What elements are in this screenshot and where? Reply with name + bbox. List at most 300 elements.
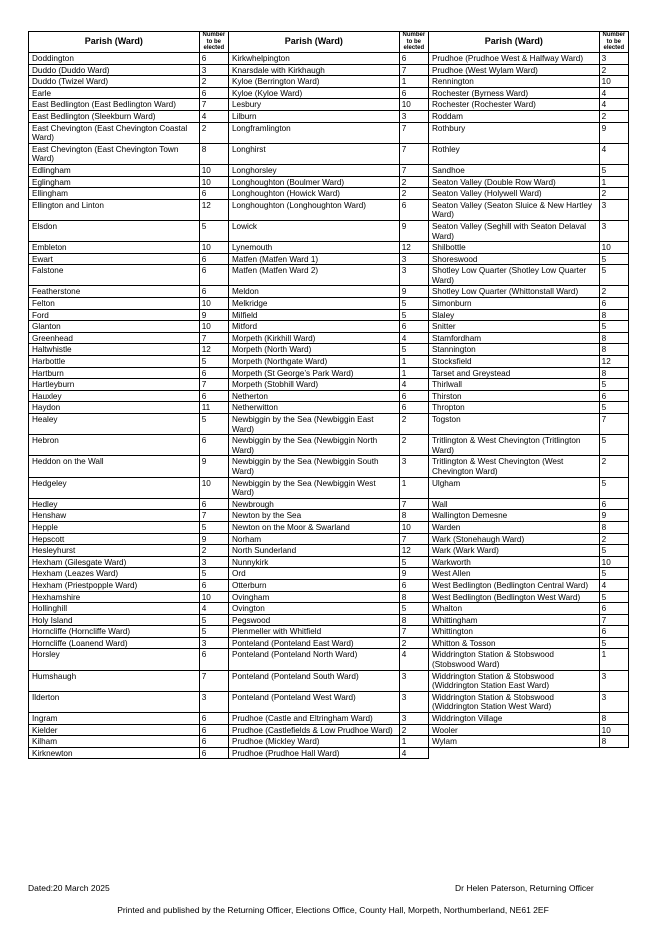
number-cell: 12 [399, 545, 428, 557]
number-cell: 2 [399, 724, 428, 736]
parish-cell: Warkworth [428, 556, 599, 568]
number-cell: 10 [199, 298, 228, 310]
parish-cell: Kirknewton [29, 747, 200, 759]
parish-cell: Whalton [428, 603, 599, 615]
parish-cell: Morpeth (North Ward) [228, 344, 399, 356]
parish-cell: Haltwhistle [29, 344, 200, 356]
number-cell: 3 [599, 691, 628, 712]
number-cell: 5 [399, 556, 428, 568]
number-cell: 8 [199, 143, 228, 164]
number-cell: 2 [599, 110, 628, 122]
number-cell: 3 [399, 265, 428, 286]
table-row [29, 321, 629, 333]
parish-cell: Lilburn [228, 110, 399, 122]
table-row [29, 390, 629, 402]
number-cell: 2 [399, 176, 428, 188]
number-cell: 6 [199, 367, 228, 379]
parish-cell: Longhoughton (Longhoughton Ward) [228, 199, 399, 220]
parish-cell: Ponteland (Ponteland East Ward) [228, 637, 399, 649]
number-cell: 9 [599, 122, 628, 143]
table-header-row [29, 32, 629, 53]
parish-cell: Hartburn [29, 367, 200, 379]
parish-cell: Tritlington & West Chevington (Tritlington Ward) [428, 435, 599, 456]
parish-cell: Lesbury [228, 99, 399, 111]
table-row [29, 64, 629, 76]
number-cell: 7 [399, 164, 428, 176]
number-cell: 2 [199, 122, 228, 143]
number-cell: 6 [199, 736, 228, 748]
parish-cell: Hollinghill [29, 603, 200, 615]
number-cell: 2 [399, 414, 428, 435]
number-cell: 4 [399, 332, 428, 344]
parish-cell: Netherwitton [228, 402, 399, 414]
parish-cell: Kyloe (Berrington Ward) [228, 76, 399, 88]
parish-cell: Shotley Low Quarter (Shotley Low Quarter Ward) [428, 265, 599, 286]
number-header: Number to be elected [599, 32, 628, 53]
parish-cell: Widdrington Station & Stobswood (Widdrington Station East Ward) [428, 670, 599, 691]
number-cell: 6 [399, 87, 428, 99]
table-row [29, 477, 629, 498]
number-cell: 6 [599, 390, 628, 402]
table-row [29, 253, 629, 265]
number-cell: 6 [599, 603, 628, 615]
parish-cell: Slaley [428, 309, 599, 321]
parish-cell: Heddon on the Wall [29, 456, 200, 477]
number-cell: 10 [199, 176, 228, 188]
number-cell: 5 [199, 614, 228, 626]
parish-cell: Wylam [428, 736, 599, 748]
number-cell: 12 [199, 199, 228, 220]
number-cell: 7 [599, 614, 628, 626]
parish-cell: East Bedlington (East Bedlington Ward) [29, 99, 200, 111]
number-cell: 5 [599, 402, 628, 414]
number-cell: 5 [599, 265, 628, 286]
number-cell: 5 [199, 220, 228, 241]
table-row [29, 286, 629, 298]
number-cell: 3 [599, 670, 628, 691]
number-cell: 6 [199, 265, 228, 286]
number-cell: 10 [599, 556, 628, 568]
parish-cell: Pegswood [228, 614, 399, 626]
number-header: Number to be elected [399, 32, 428, 53]
number-cell: 12 [599, 356, 628, 368]
number-cell: 5 [199, 568, 228, 580]
parish-cell: Longhorsley [228, 164, 399, 176]
parish-cell: Morpeth (Kirkhill Ward) [228, 332, 399, 344]
parish-cell: Haydon [29, 402, 200, 414]
number-cell: 5 [399, 309, 428, 321]
parish-cell: Newton by the Sea [228, 510, 399, 522]
parish-cell: Matfen (Matfen Ward 1) [228, 253, 399, 265]
parish-cell: Humshaugh [29, 670, 200, 691]
parish-cell: Earle [29, 87, 200, 99]
parish-cell: Morpeth (Northgate Ward) [228, 356, 399, 368]
table-row [29, 736, 629, 748]
table-row [29, 556, 629, 568]
parish-cell: Knarsdale with Kirkhaugh [228, 64, 399, 76]
number-cell: 8 [399, 614, 428, 626]
parish-cell: Tarset and Greystead [428, 367, 599, 379]
number-cell: 11 [199, 402, 228, 414]
parish-cell: Henshaw [29, 510, 200, 522]
number-cell: 4 [399, 649, 428, 670]
parish-cell: Ovington [228, 603, 399, 615]
number-cell: 6 [199, 53, 228, 65]
parish-cell: Falstone [29, 265, 200, 286]
number-cell: 6 [199, 390, 228, 402]
parish-cell: Morpeth (Stobhill Ward) [228, 379, 399, 391]
parish-cell: Seaton Valley (Double Row Ward) [428, 176, 599, 188]
parish-cell: Ewart [29, 253, 200, 265]
parish-cell: Hepple [29, 521, 200, 533]
parish-cell [428, 747, 599, 759]
number-cell: 5 [599, 591, 628, 603]
table-row [29, 510, 629, 522]
number-cell: 10 [199, 321, 228, 333]
number-cell: 6 [199, 253, 228, 265]
parish-cell: Rennington [428, 76, 599, 88]
returning-officer: Dr Helen Paterson, Returning Officer [455, 883, 594, 893]
number-cell: 6 [199, 87, 228, 99]
table-row [29, 568, 629, 580]
number-cell: 6 [599, 298, 628, 310]
number-cell: 3 [399, 456, 428, 477]
table-row [29, 545, 629, 557]
parish-cell: East Chevington (East Chevington Coastal Ward) [29, 122, 200, 143]
number-cell: 7 [199, 332, 228, 344]
number-cell: 10 [199, 477, 228, 498]
parish-cell: Hedgeley [29, 477, 200, 498]
table-row [29, 414, 629, 435]
parish-cell: Ponteland (Ponteland West Ward) [228, 691, 399, 712]
number-cell: 1 [399, 356, 428, 368]
number-cell: 3 [399, 713, 428, 725]
parish-cell: Warden [428, 521, 599, 533]
table-row [29, 649, 629, 670]
table-row [29, 143, 629, 164]
number-cell: 2 [199, 545, 228, 557]
parish-cell: Newbiggin by the Sea (Newbiggin East Ward) [228, 414, 399, 435]
table-row [29, 614, 629, 626]
number-cell: 6 [599, 626, 628, 638]
number-cell: 9 [399, 568, 428, 580]
table-row [29, 199, 629, 220]
number-cell: 6 [199, 649, 228, 670]
number-cell: 9 [599, 510, 628, 522]
number-cell: 12 [399, 242, 428, 254]
parish-cell: Prudhoe (Prudhoe West & Halfway Ward) [428, 53, 599, 65]
table-row [29, 379, 629, 391]
parish-cell: Newton on the Moor & Swarland [228, 521, 399, 533]
table-row [29, 164, 629, 176]
number-cell: 2 [399, 188, 428, 200]
parish-cell: Felton [29, 298, 200, 310]
table-row [29, 579, 629, 591]
number-cell: 7 [199, 99, 228, 111]
parish-cell: Kyloe (Kyloe Ward) [228, 87, 399, 99]
parish-cell: Hartleyburn [29, 379, 200, 391]
number-cell: 3 [199, 691, 228, 712]
parish-cell: Stannington [428, 344, 599, 356]
number-cell: 8 [599, 736, 628, 748]
parish-cell: Whittingham [428, 614, 599, 626]
number-cell: 12 [199, 344, 228, 356]
number-cell: 3 [199, 556, 228, 568]
parish-cell: West Bedlington (Bedlington Central Ward) [428, 579, 599, 591]
table-row [29, 309, 629, 321]
number-cell: 10 [399, 521, 428, 533]
number-cell: 6 [399, 53, 428, 65]
table-row [29, 456, 629, 477]
parish-cell: Mitford [228, 321, 399, 333]
parish-cell: Hepscott [29, 533, 200, 545]
number-cell: 4 [199, 110, 228, 122]
number-cell: 6 [399, 321, 428, 333]
table-row [29, 176, 629, 188]
number-cell: 5 [599, 379, 628, 391]
number-cell: 2 [599, 456, 628, 477]
parish-cell: Netherton [228, 390, 399, 402]
parish-header: Parish (Ward) [228, 32, 399, 53]
parish-cell: Thropton [428, 402, 599, 414]
parish-cell: Holy Island [29, 614, 200, 626]
parish-cell: Roddam [428, 110, 599, 122]
number-cell: 8 [599, 713, 628, 725]
number-cell: 9 [199, 533, 228, 545]
number-cell: 10 [599, 76, 628, 88]
table-row [29, 367, 629, 379]
parish-cell: Edlingham [29, 164, 200, 176]
table-row [29, 402, 629, 414]
parish-cell: Hexhamshire [29, 591, 200, 603]
table-row [29, 242, 629, 254]
parish-cell: Newbiggin by the Sea (Newbiggin West Ward) [228, 477, 399, 498]
parish-cell: Sandhoe [428, 164, 599, 176]
parish-cell: Rothley [428, 143, 599, 164]
number-cell: 5 [399, 344, 428, 356]
number-cell: 5 [599, 637, 628, 649]
number-cell: 10 [599, 242, 628, 254]
parish-cell: Horsley [29, 649, 200, 670]
number-cell: 7 [399, 626, 428, 638]
number-cell: 7 [399, 122, 428, 143]
number-cell: 8 [399, 591, 428, 603]
parish-cell: Norham [228, 533, 399, 545]
parish-cell: Healey [29, 414, 200, 435]
number-cell: 3 [399, 110, 428, 122]
parish-cell: Prudhoe (Prudhoe Hall Ward) [228, 747, 399, 759]
parish-cell: Ponteland (Ponteland North Ward) [228, 649, 399, 670]
parish-cell: Tritlington & West Chevington (West Chevington Ward) [428, 456, 599, 477]
number-cell: 3 [399, 691, 428, 712]
number-cell: 5 [199, 521, 228, 533]
number-cell: 5 [399, 298, 428, 310]
number-cell: 1 [399, 76, 428, 88]
table-row [29, 110, 629, 122]
number-cell: 3 [399, 670, 428, 691]
number-cell: 8 [599, 332, 628, 344]
table-row [29, 691, 629, 712]
parish-cell: Togston [428, 414, 599, 435]
parish-cell: Elsdon [29, 220, 200, 241]
number-cell: 5 [199, 414, 228, 435]
number-cell: 2 [599, 188, 628, 200]
table-row [29, 435, 629, 456]
table-row [29, 99, 629, 111]
number-cell: 7 [599, 414, 628, 435]
parish-cell: Newbrough [228, 498, 399, 510]
number-cell: 8 [399, 510, 428, 522]
number-cell: 2 [399, 435, 428, 456]
number-cell: 8 [599, 367, 628, 379]
number-cell: 3 [599, 199, 628, 220]
number-cell: 6 [199, 724, 228, 736]
number-cell: 10 [599, 724, 628, 736]
table-row [29, 220, 629, 241]
parish-cell: Featherstone [29, 286, 200, 298]
number-cell: 1 [399, 477, 428, 498]
parish-cell: Shilbottle [428, 242, 599, 254]
parish-cell: Lynemouth [228, 242, 399, 254]
parish-cell: Hexham (Leazes Ward) [29, 568, 200, 580]
parish-cell: Hauxley [29, 390, 200, 402]
number-cell: 9 [199, 309, 228, 321]
parish-cell: Thirston [428, 390, 599, 402]
parish-cell: Ovingham [228, 591, 399, 603]
table-row [29, 188, 629, 200]
number-cell: 4 [599, 579, 628, 591]
number-cell: 5 [399, 603, 428, 615]
number-cell: 10 [399, 99, 428, 111]
parish-cell: Longhirst [228, 143, 399, 164]
number-cell: 2 [599, 533, 628, 545]
parish-cell: Rothbury [428, 122, 599, 143]
table-row [29, 637, 629, 649]
parish-cell: Eglingham [29, 176, 200, 188]
number-cell: 3 [199, 64, 228, 76]
parish-cell: Longhoughton (Howick Ward) [228, 188, 399, 200]
parish-cell: West Bedlington (Bedlington West Ward) [428, 591, 599, 603]
parish-cell: Newbiggin by the Sea (Newbiggin North Ward) [228, 435, 399, 456]
parish-cell: Hedley [29, 498, 200, 510]
parish-cell: Nunnykirk [228, 556, 399, 568]
parish-cell: Duddo (Duddo Ward) [29, 64, 200, 76]
parish-cell: Matfen (Matfen Ward 2) [228, 265, 399, 286]
number-cell: 4 [599, 143, 628, 164]
parish-cell: Lowick [228, 220, 399, 241]
number-cell: 9 [399, 286, 428, 298]
parish-cell: Horncliffe (Horncliffe Ward) [29, 626, 200, 638]
parish-cell: Ford [29, 309, 200, 321]
table-row [29, 298, 629, 310]
number-cell: 7 [199, 670, 228, 691]
number-cell: 10 [199, 164, 228, 176]
parish-cell: Ingram [29, 713, 200, 725]
parish-cell: Snitter [428, 321, 599, 333]
table-row [29, 670, 629, 691]
table-row [29, 713, 629, 725]
table-row [29, 76, 629, 88]
table-row [29, 521, 629, 533]
number-cell: 5 [199, 356, 228, 368]
parish-cell: Wallington Demesne [428, 510, 599, 522]
number-cell: 7 [399, 143, 428, 164]
number-cell: 2 [399, 637, 428, 649]
number-cell: 6 [199, 579, 228, 591]
number-cell: 7 [199, 510, 228, 522]
number-cell: 6 [199, 435, 228, 456]
table-row [29, 591, 629, 603]
parish-cell: Shotley Low Quarter (Whittonstall Ward) [428, 286, 599, 298]
number-cell: 6 [199, 498, 228, 510]
parish-cell: Hexham (Gilesgate Ward) [29, 556, 200, 568]
number-cell: 6 [199, 713, 228, 725]
number-cell: 2 [599, 286, 628, 298]
number-cell: 6 [199, 286, 228, 298]
parish-cell: Wark (Wark Ward) [428, 545, 599, 557]
number-cell: 6 [599, 498, 628, 510]
table-row [29, 344, 629, 356]
table-row [29, 53, 629, 65]
parish-cell: Ulgham [428, 477, 599, 498]
number-cell: 3 [599, 53, 628, 65]
parish-cell: Greenhead [29, 332, 200, 344]
parish-cell: Hebron [29, 435, 200, 456]
parish-cell: Doddington [29, 53, 200, 65]
table-row [29, 122, 629, 143]
parish-cell: West Allen [428, 568, 599, 580]
number-cell: 5 [599, 545, 628, 557]
table-row [29, 626, 629, 638]
number-cell: 7 [399, 64, 428, 76]
number-cell: 7 [399, 498, 428, 510]
number-cell: 8 [599, 344, 628, 356]
parish-cell: Stocksfield [428, 356, 599, 368]
number-cell: 6 [399, 390, 428, 402]
parish-cell: Ellington and Linton [29, 199, 200, 220]
parish-cell: Seaton Valley (Seaton Sluice & New Hartley Ward) [428, 199, 599, 220]
number-cell: 10 [199, 242, 228, 254]
number-cell: 2 [199, 76, 228, 88]
parish-cell: Kirkwhelpington [228, 53, 399, 65]
parish-cell: Kielder [29, 724, 200, 736]
parish-cell: Embleton [29, 242, 200, 254]
number-cell: 8 [599, 521, 628, 533]
number-cell: 4 [399, 747, 428, 759]
parish-cell: Ilderton [29, 691, 200, 712]
number-cell: 5 [599, 568, 628, 580]
parish-cell: Melkridge [228, 298, 399, 310]
number-cell: 4 [599, 87, 628, 99]
number-cell: 6 [199, 747, 228, 759]
parish-cell: Rochester (Rochester Ward) [428, 99, 599, 111]
parish-cell: Wall [428, 498, 599, 510]
parish-cell: Whitton & Tosson [428, 637, 599, 649]
number-cell: 5 [599, 477, 628, 498]
number-cell: 3 [399, 253, 428, 265]
parish-cell: Wooler [428, 724, 599, 736]
dated-line: Dated:20 March 2025 [28, 883, 110, 893]
parish-cell: Glanton [29, 321, 200, 333]
parish-cell: Newbiggin by the Sea (Newbiggin South Ward) [228, 456, 399, 477]
number-cell: 4 [199, 603, 228, 615]
parish-cell: East Bedlington (Sleekburn Ward) [29, 110, 200, 122]
number-cell: 5 [599, 164, 628, 176]
parish-cell: Kilham [29, 736, 200, 748]
number-header: Number to be elected [199, 32, 228, 53]
table-row [29, 265, 629, 286]
table-row [29, 603, 629, 615]
